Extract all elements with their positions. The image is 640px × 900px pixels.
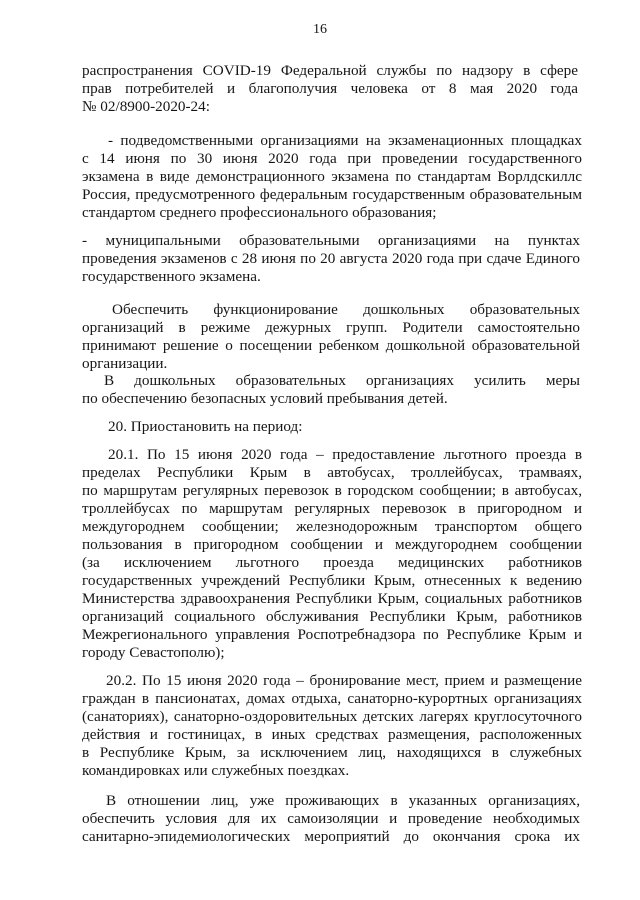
text-line: экзамена в виде демонстрационного экзамена по стандартам Ворлдскиллс <box>82 168 582 185</box>
text-line: по обеспечению безопасных условий пребывания детей. <box>82 390 448 407</box>
text-line: - муниципальными образовательными организациями на пунктах <box>82 232 580 249</box>
text-line: организаций в режиме дежурных групп. Родители самостоятельно <box>82 319 580 336</box>
text-line: граждан в пансионатах, домах отдыха, санаторно-курортных организациях <box>82 690 582 707</box>
text-line: Обеспечить функционирование дошкольных образовательных <box>112 301 580 318</box>
text-line: (за исключением льготного проезда медицинских работников <box>82 554 582 571</box>
text-line: стандартом среднего профессионального образования; <box>82 204 437 221</box>
text-line: с 14 июня по 30 июня 2020 года при проведении государственного <box>82 150 582 167</box>
text-line: Межрегионального управления Роспотребнадзора по Республике Крым и <box>82 626 582 643</box>
text-line: в Республике Крым, за исключением лиц, находящихся в служебных <box>82 744 582 761</box>
text-line: санитарно-эпидемиологических мероприятий до окончания срока их <box>82 828 580 845</box>
text-line: обеспечить условия для их самоизоляции и проведение необходимых <box>82 810 580 827</box>
text-line: принимают решение о посещении ребенком дошкольной образовательной <box>82 337 580 354</box>
text-line: 20.2. По 15 июня 2020 года – бронирование мест, прием и размещение <box>106 672 582 689</box>
text-line: городу Севастополю); <box>82 644 225 661</box>
text-line: действия и гостиницах, в иных средствах размещения, расположенных <box>82 726 582 743</box>
text-line: троллейбусах по маршрутам регулярных перевозок в пригородном и <box>82 500 582 517</box>
text-line: 20. Приостановить на период: <box>108 418 303 435</box>
text-line: В дошкольных образовательных организациях усилить меры <box>104 372 580 389</box>
text-line: пользования в пригородном сообщении и междугороднем сообщении <box>82 536 582 553</box>
text-line: - подведомственными организациями на экзаменационных площадках <box>108 132 582 149</box>
text-line: № 02/8900-2020-24: <box>82 98 210 115</box>
text-line: организации. <box>82 355 168 372</box>
text-line: междугороднем сообщении; железнодорожным транспортом общего <box>82 518 582 535</box>
text-line: Россия, предусмотренного федеральным государственным образовательным <box>82 186 582 203</box>
page-number: 16 <box>313 22 327 37</box>
text-line: прав потребителей и благополучия человека от 8 мая 2020 года <box>82 80 578 97</box>
text-line: (санаториях), санаторно-оздоровительных детских лагерях круглосуточного <box>82 708 582 725</box>
text-line: 20.1. По 15 июня 2020 года – предоставление льготного проезда в <box>108 446 582 463</box>
text-line: распространения COVID-19 Федеральной службы по надзору в сфере <box>82 62 578 79</box>
text-line: государственных учреждений Республики Крым, отнесенных к ведению <box>82 572 582 589</box>
text-line: В отношении лиц, уже проживающих в указанных организациях, <box>106 792 580 809</box>
text-line: по маршрутам регулярных перевозок в городском сообщении; в автобусах, <box>82 482 582 499</box>
text-line: государственного экзамена. <box>82 268 261 285</box>
text-line: Министерства здравоохранения Республики Крым, социальных работников <box>82 590 582 607</box>
text-line: командировках или служебных поездках. <box>82 762 350 779</box>
text-line: пределах Республики Крым в автобусах, троллейбусах, трамваях, <box>82 464 582 481</box>
text-line: проведения экзаменов с 28 июня по 20 августа 2020 года при сдаче Единого <box>82 250 580 267</box>
text-line: организаций социального обслуживания Республики Крым, работников <box>82 608 582 625</box>
